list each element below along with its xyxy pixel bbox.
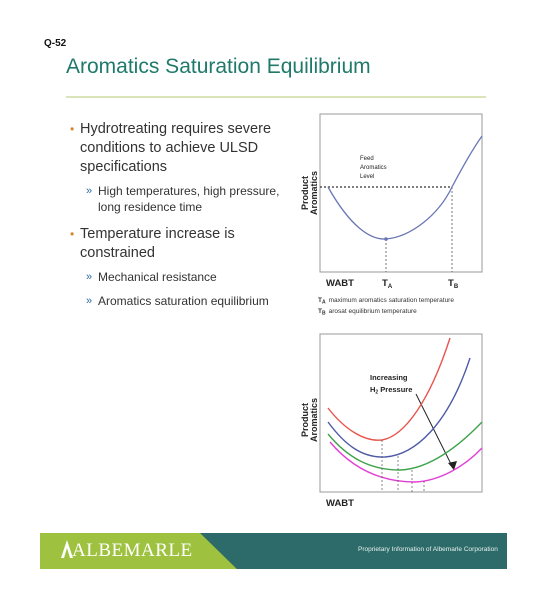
chevron-right-icon: »	[86, 185, 93, 197]
sub-bullet-text: High temperatures, high pressure, long residence time	[98, 184, 280, 214]
feed-label: Feed	[360, 156, 374, 162]
legend-ta: $T_A$ maximum aromatics saturation temperature	[318, 297, 454, 306]
feed-label: Level	[360, 174, 375, 180]
tb-tick-label: $T_B$	[448, 278, 459, 290]
sub-bullet-text: Mechanical resistance	[98, 270, 217, 284]
footer-text: Proprietary Information of Albemarle Corporation	[358, 546, 498, 553]
slide-id: Q-52	[44, 38, 67, 49]
bullet-item	[70, 120, 290, 177]
bullet-dot-icon: •	[70, 122, 75, 136]
pressure-diagram	[290, 330, 495, 515]
page-title: Aromatics Saturation Equilibrium	[66, 55, 371, 78]
sub-bullet-item	[70, 183, 290, 215]
chevron-right-icon: »	[86, 271, 93, 283]
title-divider	[66, 96, 486, 98]
x-axis-label: WABT	[326, 498, 354, 509]
equilibrium-diagram	[290, 108, 495, 323]
bullet-text: Temperature increase is constrained	[80, 226, 235, 261]
pressure-annotation: $H_2$ Pressure	[370, 385, 413, 396]
curve-minimum-point	[384, 237, 388, 241]
bullet-dot-icon: •	[70, 227, 75, 241]
y-axis-label: Product	[300, 402, 310, 438]
ta-tick-label: $T_A$	[382, 278, 393, 290]
y-axis-label: Aromatics	[309, 397, 319, 443]
bullet-text: Hydrotreating requires severe conditions to achieve ULSD specifications	[80, 121, 272, 175]
company-logo: ALBEMARLE	[72, 540, 193, 561]
chevron-right-icon: »	[86, 295, 93, 307]
x-axis-label: WABT	[326, 278, 354, 289]
bullet-item	[70, 225, 290, 263]
legend-tb: $T_B$ arosat equilibrium temperature	[318, 308, 417, 317]
diagram-frame	[320, 114, 482, 272]
bullet-list	[70, 120, 290, 319]
pressure-annotation: Increasing	[370, 373, 408, 382]
y-axis-label: Aromatics	[309, 170, 319, 216]
feed-label: Aromatics	[360, 165, 387, 171]
sub-bullet-item	[70, 293, 290, 309]
y-axis-label: Product	[300, 175, 310, 211]
sub-bullet-text: Aromatics saturation equilibrium	[98, 294, 269, 308]
sub-bullet-item	[70, 269, 290, 285]
